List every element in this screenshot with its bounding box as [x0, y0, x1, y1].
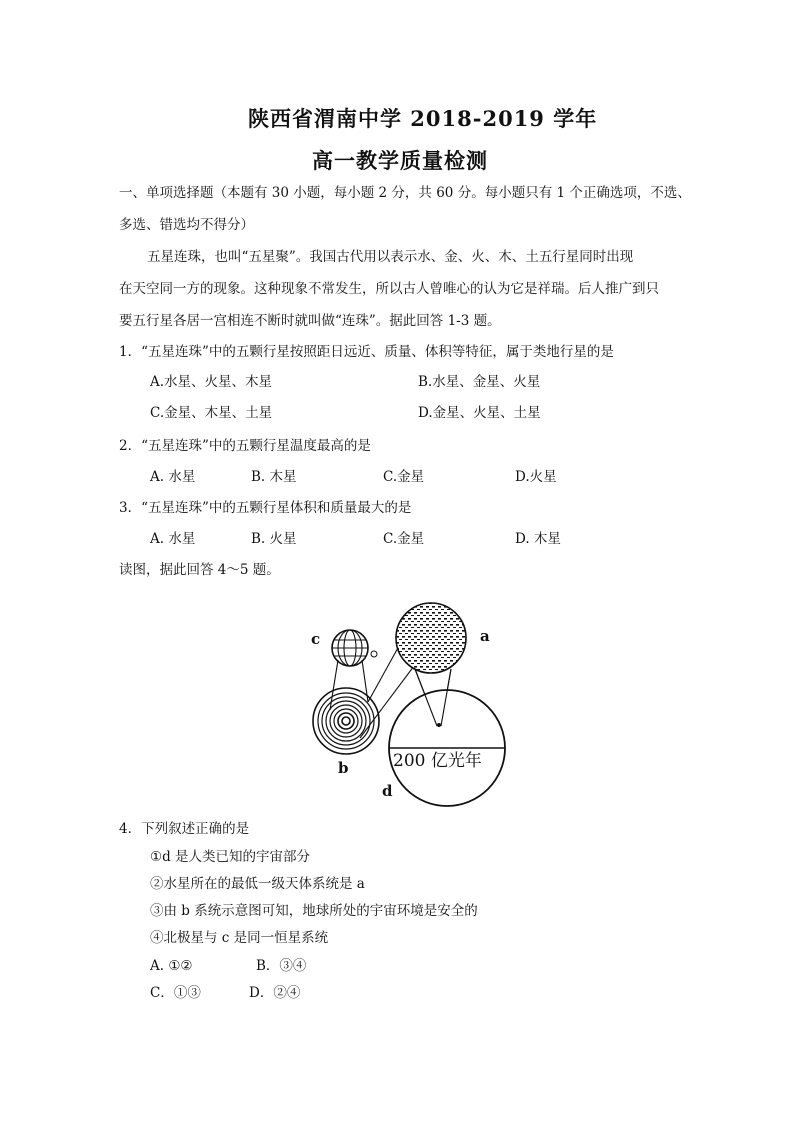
q2-option-d[interactable]: D.火星	[515, 469, 557, 485]
galaxy-a-circle	[396, 603, 466, 673]
q2-option-b[interactable]: B. 木星	[251, 469, 297, 485]
label-d: d	[382, 782, 393, 800]
q3-option-d[interactable]: D. 木星	[515, 531, 561, 547]
q4-statement-2: ②水星所在的最低一级天体系统是 a	[150, 876, 365, 892]
passage-line3: 要五行星各居一宫相连不断时就叫做“连珠”。据此回答 1-3 题。	[119, 313, 501, 329]
exam-subtitle: 高一教学质量检测	[312, 148, 488, 173]
q1-option-c[interactable]: C.金星、木星、土星	[150, 405, 273, 421]
q1-option-d[interactable]: D.金星、火星、土星	[418, 405, 541, 421]
q4-option-c[interactable]: C．①③	[150, 985, 201, 1001]
passage-line1: 五星连珠，也叫“五星聚”。我国古代用以表示水、金、火、木、土五行星同时出现	[147, 249, 634, 265]
q45-intro: 读图，据此回答 4～5 题。	[119, 562, 280, 578]
q1-stem: 1．“五星连珠”中的五颗行星按照距日远近、质量、体积等特征，属于类地行星的是	[119, 344, 614, 360]
q3-option-c[interactable]: C.金星	[383, 531, 425, 547]
q4-statement-3: ③由 b 系统示意图可知，地球所处的宇宙环境是安全的	[150, 903, 478, 919]
q2-stem: 2．“五星连珠”中的五颗行星温度最高的是	[119, 438, 371, 454]
small-dot-marker	[371, 651, 377, 657]
q2-option-c[interactable]: C.金星	[383, 469, 425, 485]
q2-option-a[interactable]: A. 水星	[150, 469, 196, 485]
q3-stem: 3．“五星连珠”中的五颗行星体积和质量最大的是	[119, 500, 412, 516]
q4-option-d[interactable]: D．②④	[249, 985, 301, 1001]
label-a: a	[480, 627, 490, 645]
planet-c-globe	[332, 630, 368, 666]
solar-system-b-rings	[313, 688, 379, 754]
section-heading-line1: 一、单项选择题（本题有 30 小题，每小题 2 分，共 60 分。每小题只有 1 个正确选项，不选、	[119, 185, 691, 201]
q1-option-a[interactable]: A.水星、火星、木星	[150, 374, 273, 390]
label-b: b	[338, 759, 349, 777]
universe-d-circle	[389, 669, 505, 806]
passage-line2: 在天空同一方的现象。这种现象不常发生，所以古人曾唯心的认为它是祥瑞。后人推广到只	[119, 281, 659, 297]
scale-label: 200 亿光年	[393, 751, 482, 771]
cosmic-systems-diagram	[300, 598, 510, 808]
label-c: c	[311, 630, 321, 648]
section-heading-line2: 多选、错选均不得分）	[119, 217, 254, 233]
q4-statement-4: ④北极星与 c 是同一恒星系统	[150, 930, 329, 946]
exam-title: 陕西省渭南中学 2018-2019 学年	[248, 106, 598, 131]
q4-option-b[interactable]: B．③④	[256, 958, 307, 974]
q4-option-a[interactable]: A. ①②	[150, 958, 193, 974]
q3-option-b[interactable]: B. 火星	[251, 531, 297, 547]
q3-option-a[interactable]: A. 水星	[150, 531, 196, 547]
q4-statement-1: ①d 是人类已知的宇宙部分	[150, 849, 311, 865]
q4-stem: 4．下列叙述正确的是	[119, 821, 250, 837]
q1-option-b[interactable]: B.水星、金星、火星	[418, 374, 541, 390]
